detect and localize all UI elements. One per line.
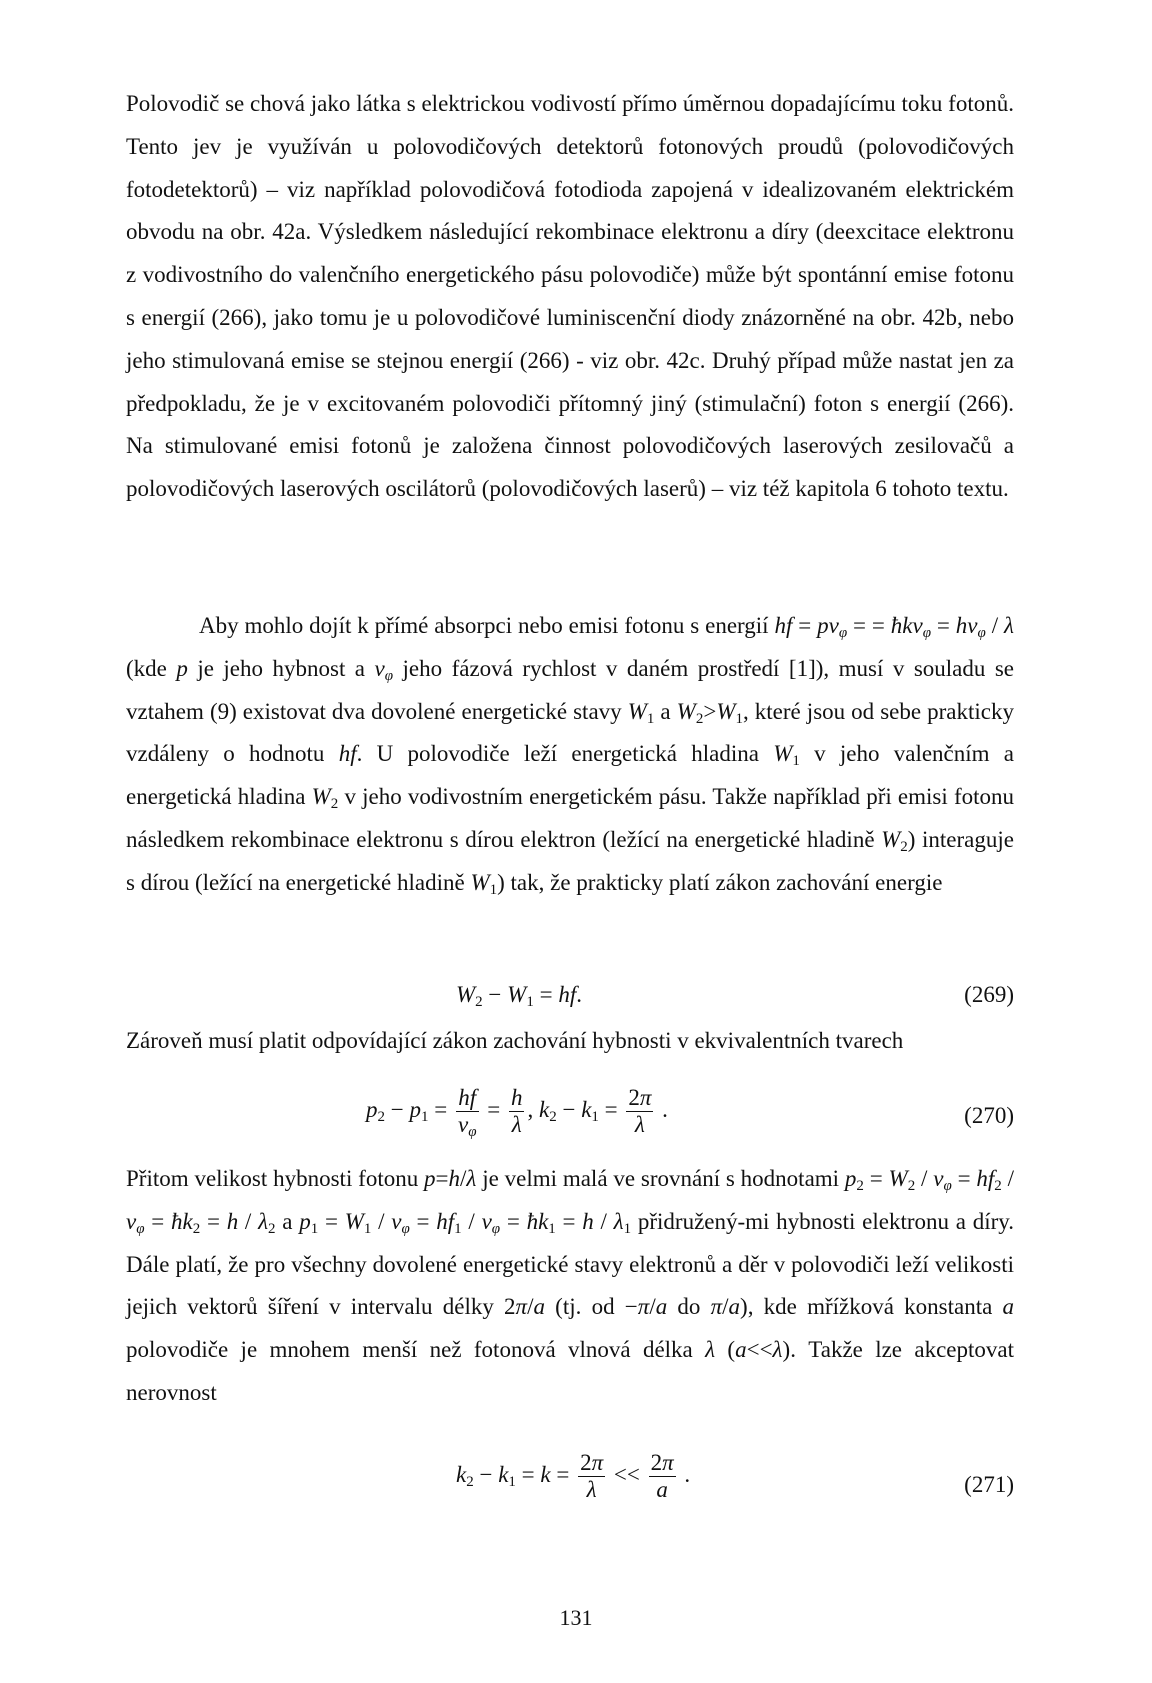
text-run: Aby mohlo dojít k přímé absorpci nebo emisi fotonu s energií <box>199 613 775 638</box>
text-run: a <box>275 1208 300 1234</box>
equation-body: $k_2 - k_1 = k$ = $\frac{2\pi}{\lambda}$ << $\frac{2\pi}{a}$ . <box>456 1450 691 1502</box>
equation-body: $W_2 - W_1$ = hf. <box>456 982 582 1010</box>
paragraph-3: Přitom velikost hybnosti fotonu p=h/λ je velmi malá ve srovnání s hodnotami $p_2 = W_2 / v_\varphi = hf_2 / v_\varphi$ = $ħk_2 = h / \lambda_2$ a $p_1 = W_1 / v_\varphi = hf_1 / v_\varphi$ = $ħk_1 = h / \lambda_1$ přidružený-mi hybnosti elektronu a díry. Dále platí, že pro všechny dovolené energetické stavy elektronů a děr v polovodiči leží velikosti jejich vektorů šíření v intervalu délky 2π/a (tj. od −π/a do π/a), kde mřížková konstanta a polovodiče je mnohem menší než fotonová vlnová délka λ (a<<λ). Takže lze akceptovat nerovnost <box>126 1166 1015 1405</box>
text-run: a <box>654 698 677 724</box>
text-run: v jeho valenčním a energetická hladina <box>126 741 1015 810</box>
equation-270 <box>126 1085 1014 1155</box>
paragraph-2: Aby mohlo dojít k přímé absorpci nebo emisi fotonu s energií hf = $pv_\varphi$ = = ħkv$_\varphi$ = $hv_\varphi$ / λ (kde p je jeho hybnost a $v_\varphi$ jeho fázová rychlost v daném prostředí [1]), musí v souladu se vztahem (9) existovat dva dovolené energetické stavy $W_1$ a $W_2>W_1$, které jsou od sebe prakticky vzdáleny o hodnotu hf. U polovodiče leží energetická hladina $W_1$ v jeho valenčním a energetická hladina $W_2$ v jeho vodivostním energetickém pásu. Takže například při emisi fotonu následkem rekombinace elektronu s dírou elektron (ležící na energetické hladině $W_2$) interaguje s dírou (ležící na energetické hladině $W_1$) tak, že prakticky platí zákon zachování energie <box>126 613 1015 898</box>
equation-271 <box>126 1450 1014 1520</box>
equation-number: (269) <box>964 982 1014 1007</box>
text-run: polovodiče je mnohem menší než fotonová vlnová délka <box>126 1337 706 1363</box>
text-run: je jeho hybnost a <box>187 655 375 681</box>
text-run: . U polovodiče leží energetická hladina <box>356 741 774 767</box>
paragraph-between: Zároveň musí platit odpovídající zákon zachování hybnosti v ekvivalentních tvarech <box>126 1028 904 1053</box>
text-run: ), kde mřížková konstanta <box>740 1294 1003 1320</box>
text-run: přidružený-mi hybnosti elektronu a díry. Dále platí, že pro všechny dovolené energetické stavy elektronů a děr v polovodiči leží velikosti jejich vektorů šíření v intervalu délky <box>126 1208 1015 1320</box>
text-run: v jeho vodivostním energetickém pásu. Takže například při emisi fotonu následkem rekombinace elektronu s dírou elektron (ležící na energetické hladině <box>126 784 1014 852</box>
text-run: je velmi malá ve srovnání s hodnotami <box>476 1166 845 1191</box>
text-run: Přitom velikost hybnosti fotonu <box>126 1166 425 1191</box>
text-run: (tj. od <box>544 1294 625 1320</box>
text-run: ) tak, že prakticky platí zákon zachování energie <box>497 869 943 895</box>
equation-body: $p_2 - p_1$ = $\frac{hf}{v_\varphi}$ = $\frac{h}{\lambda}$ , $k_2 - k_1$ = $\frac{2\pi}{\lambda}$ . <box>366 1085 668 1140</box>
text-run: , které jsou od sebe prakticky vzdáleny o hodnotu <box>126 698 1014 767</box>
text-run: (kde <box>126 655 177 681</box>
paragraph-1: Polovodič se chová jako látka s elektrickou vodivostí přímo úměrnou dopadajícímu toku fotonů. Tento jev je využíván u polovodičových detektorů fotonových proudů (polovodičových fotodetektorů) – viz například polovodičová fotodioda zapojená v idealizovaném elektrickém obvodu na obr. 42a. Výsledkem následující rekombinace elektronu a díry (deexcitace elektronu z vodivostního do valenčního energetického pásu polovodiče) může být spontánní emise fotonu s energií (266), jako tomu je u polovodičové luminiscenční diody znázorněné na obr. 42b, nebo jeho stimulovaná emise se stejnou energií (266) - viz obr. 42c. Druhý případ může nastat jen za předpokladu, že je v excitovaném polovodiči přítomný jiný (stimulační) foton s energií (266). Na stimulované emisi fotonů je založena činnost polovodičových laserových zesilovačů a polovodičových laserových oscilátorů (polovodičových laserů) – viz též kapitola 6 tohoto textu. <box>126 91 1014 502</box>
equation-number: (270) <box>964 1103 1014 1128</box>
text-run: do <box>667 1294 711 1320</box>
text-run: . Takže lze akceptovat nerovnost <box>126 1337 1014 1405</box>
page-number: 131 <box>559 1605 593 1630</box>
equation-number: (271) <box>964 1472 1014 1497</box>
text-run: ) interaguje s dírou (ležící na energetické hladině <box>126 826 1014 895</box>
text-run: jeho fázová rychlost v daném prostředí [1]), musí v souladu se vztahem (9) existovat dva dovolené energetické stavy <box>126 655 1015 724</box>
